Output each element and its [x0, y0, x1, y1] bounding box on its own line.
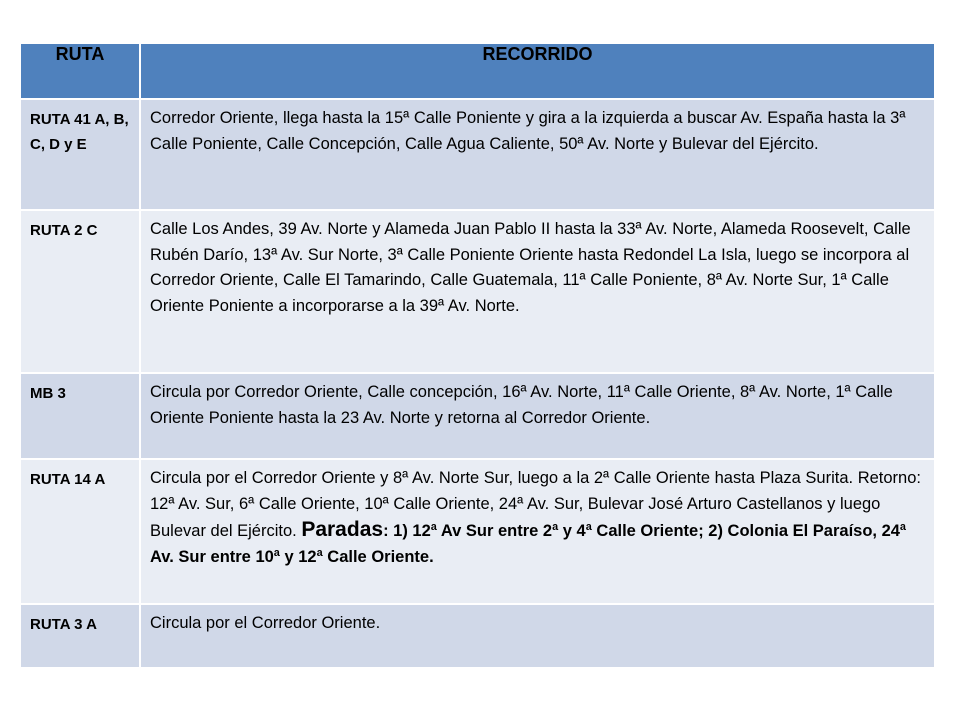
paradas-text: : 1) 12ª Av Sur entre 2ª y 4ª Calle Oriente; 2) Colonia El Paraíso, 24ª Av. Sur entre 10ª y 12ª Calle Oriente.	[150, 522, 907, 566]
route-description: Circula por el Corredor Oriente y 8ª Av. Norte Sur, luego a la 2ª Calle Oriente hasta Plaza Surita. Retorno: 12ª Av. Sur, 6ª Calle Oriente, 10ª Calle Oriente, 24ª Av. Sur, Bulevar José Arturo Castellanos y luego Bulevar del Ejército.	[150, 469, 921, 540]
route-name: MB 3	[20, 373, 140, 459]
route-description: Circula por Corredor Oriente, Calle concepción, 16ª Av. Norte, 11ª Calle Oriente, 8ª Av. Norte, 1ª Calle Oriente Poniente hasta la 23 Av. Norte y retorna al Corredor Oriente.	[140, 373, 935, 459]
header-recorrido: RECORRIDO	[140, 43, 935, 99]
table-row	[20, 373, 935, 459]
table-row	[20, 99, 935, 210]
table-row	[20, 459, 935, 604]
route-name: RUTA 41 A, B, C, D y E	[20, 99, 140, 210]
route-description: Calle Los Andes, 39 Av. Norte y Alameda Juan Pablo II hasta la 33ª Av. Norte, Alameda Roosevelt, Calle Rubén Darío, 13ª Av. Sur Norte, 3ª Calle Poniente Oriente hasta Redondel La Isla, luego se incorpora al Corredor Oriente, Calle El Tamarindo, Calle Guatemala, 11ª Calle Poniente, 8ª Av. Norte Sur, 1ª Calle Oriente Poniente a incorporarse a la 39ª Av. Norte.	[140, 210, 935, 373]
route-name: RUTA 14 A	[20, 459, 140, 604]
route-description: Corredor Oriente, llega hasta la 15ª Calle Poniente y gira a la izquierda a buscar Av. España hasta la 3ª Calle Poniente, Calle Concepción, Calle Agua Caliente, 50ª Av. Norte y Bulevar del Ejército.	[140, 99, 935, 210]
table-row	[20, 210, 935, 373]
header-row	[20, 43, 935, 99]
routes-table	[19, 42, 936, 669]
route-name: RUTA 3 A	[20, 604, 140, 668]
paradas-label: Paradas	[301, 518, 384, 541]
route-description: Circula por el Corredor Oriente.	[140, 604, 935, 668]
route-description-with-stops	[140, 459, 935, 604]
route-name: RUTA 2 C	[20, 210, 140, 373]
header-ruta: RUTA	[20, 43, 140, 99]
table-row	[20, 604, 935, 668]
